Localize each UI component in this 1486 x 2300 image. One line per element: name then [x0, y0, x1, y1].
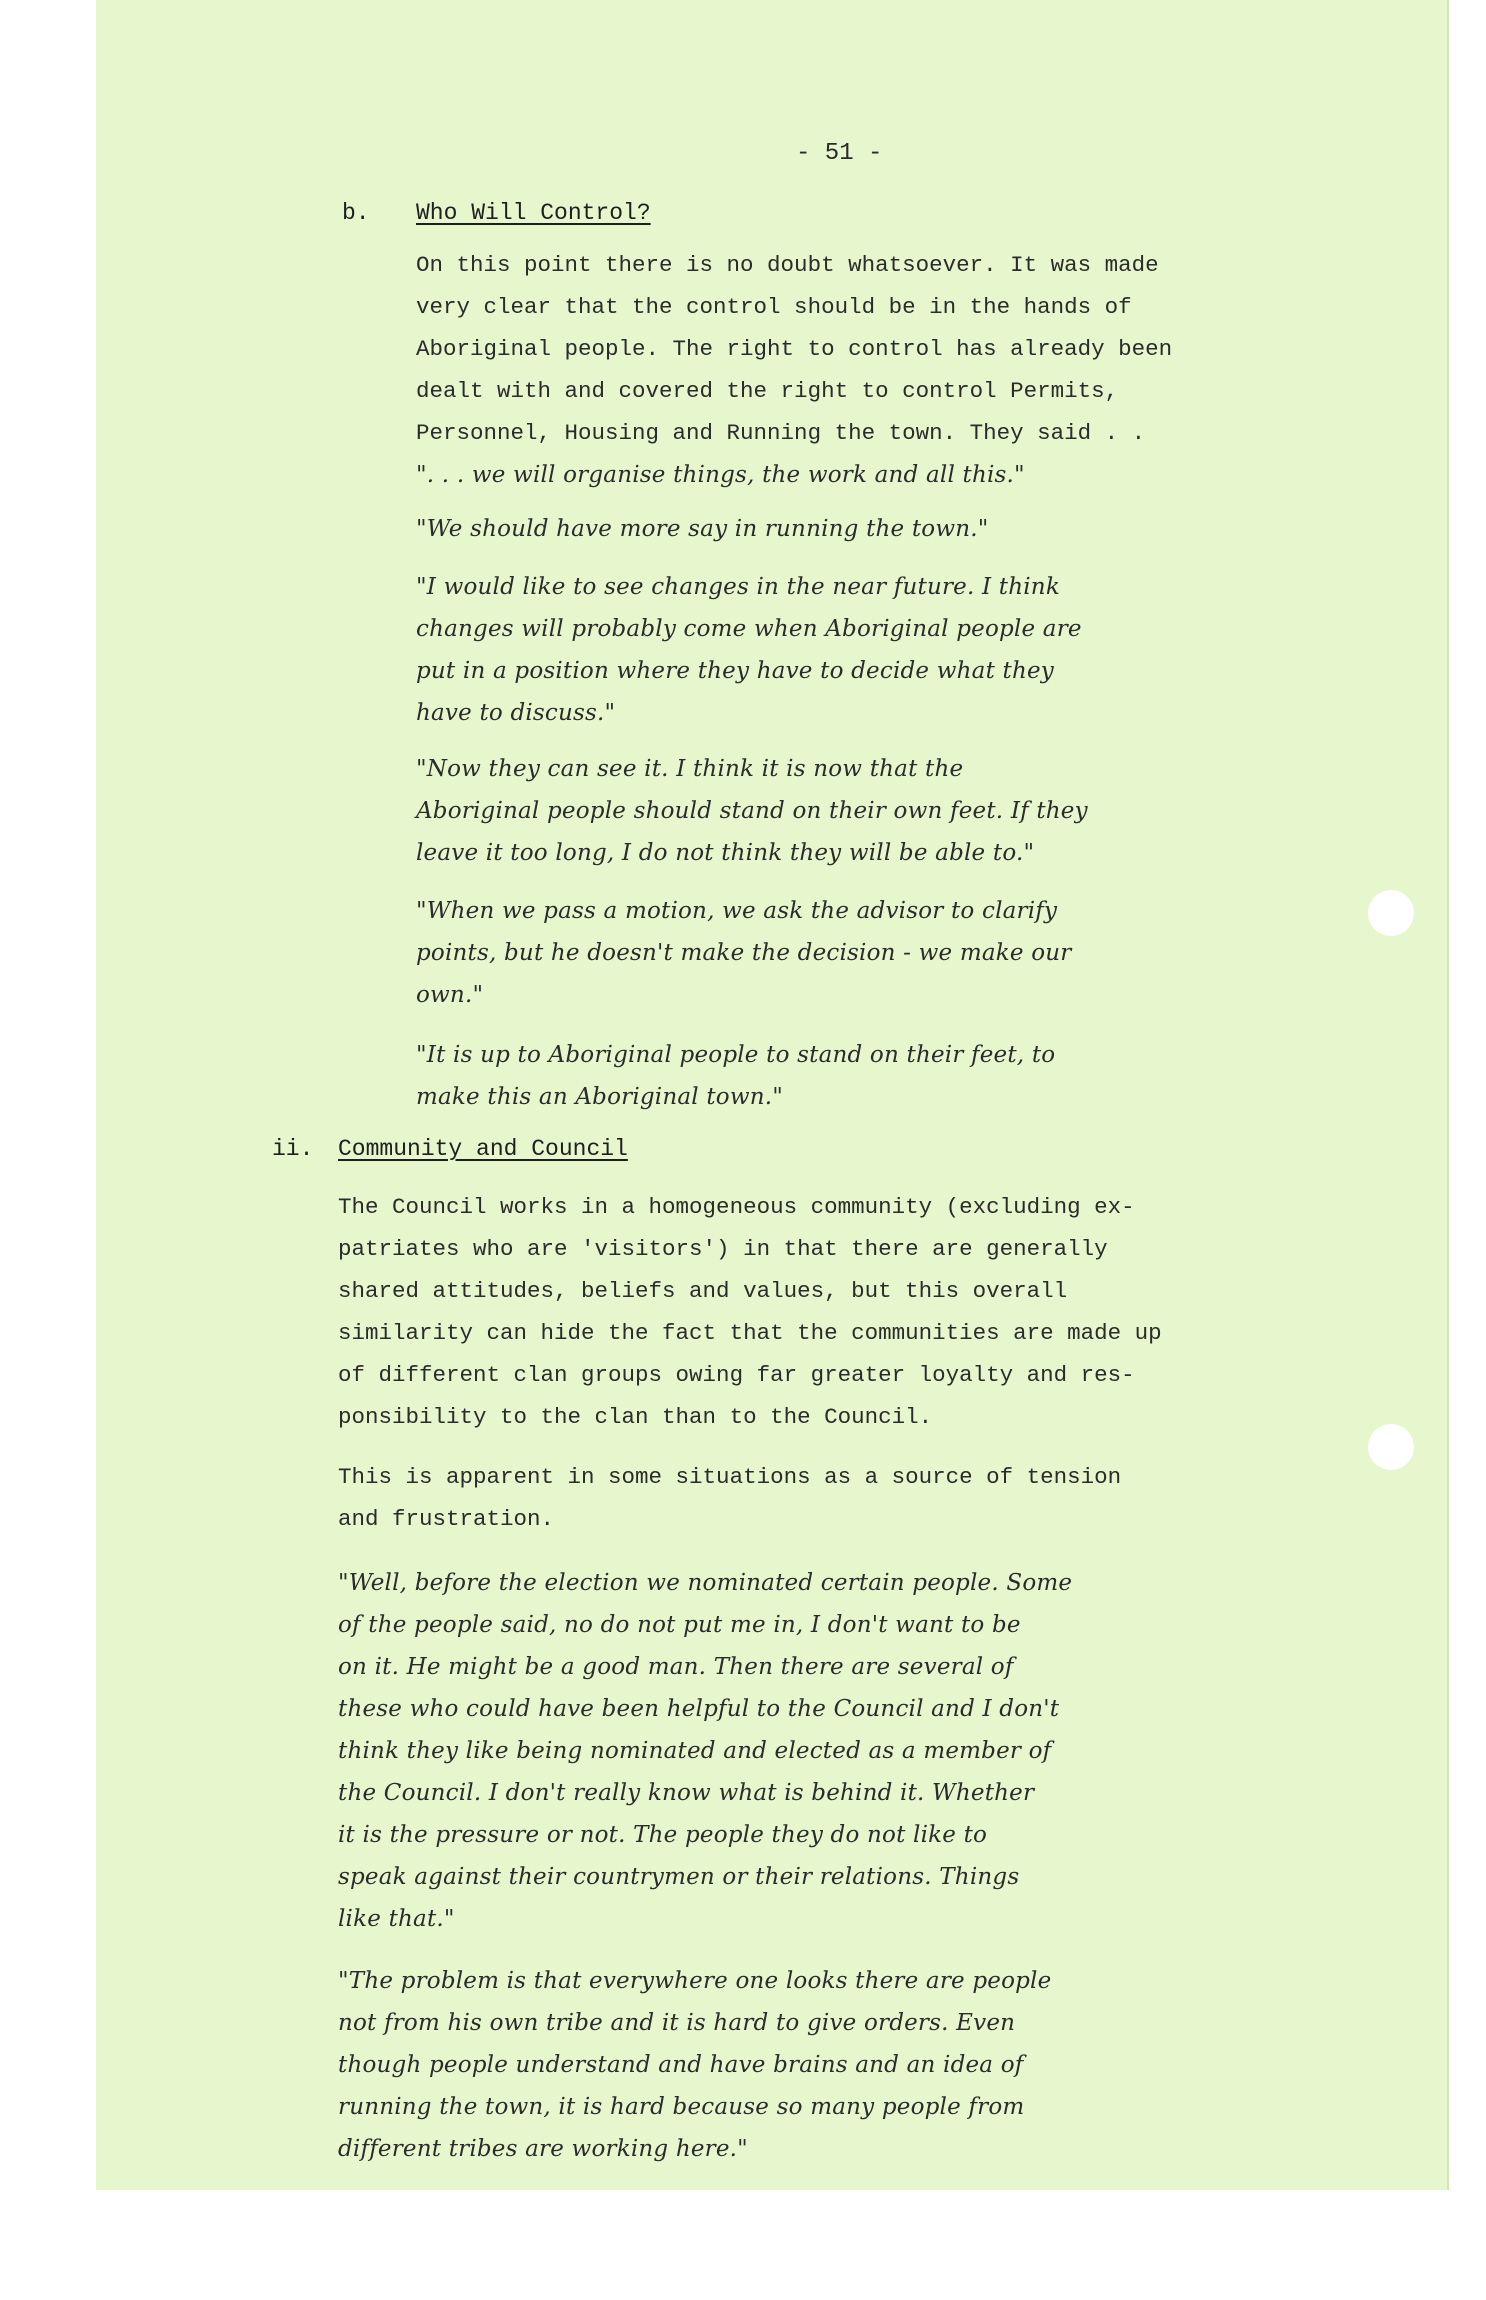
quote-b-6: "It is up to Aboriginal people to stand on their feet, to make this an Aboriginal town.": [416, 1042, 1056, 1110]
quote-ii-1: "Well, before the election we nominated certain people. Some of the people said, no do not put me in, I don't want to be on it. He might be a good man. Then there are several of these who could have been helpful to the Council and I don't think they like being nominated and elected as a member of the Council. I don't really know what is behind it. Whether it is the pressure or not. The people they do not like to speak against their countrymen or their relations. Things like that.": [338, 1570, 1073, 1932]
section-b-intro: On this point there is no doubt whatsoever. It was made very clear that the control should be in the hands of Aboriginal people. The right to control has already been dealt with and covered the right to control Permits, Personnel, Housing and Running the town. They said . .: [416, 252, 1173, 446]
section-ii-paragraph-2: This is apparent in some situations as a source of tension and frustration.: [338, 1464, 1122, 1532]
section-b-heading: Who Will Control?: [416, 200, 651, 226]
punch-hole-top: [1368, 890, 1414, 936]
section-ii-paragraph-1: The Council works in a homogeneous community (excluding ex- patriates who are 'visitors') in that there are generally shared attitudes, beliefs and values, but this overall similarity can hide the fact that the communities are made up of different clan groups owing far greater loyalty and res- ponsibility to the clan than to the Council.: [338, 1194, 1162, 1430]
section-ii-heading: Community and Council: [338, 1136, 628, 1162]
document-page: [96, 0, 1449, 2190]
quote-b-2: "We should have more say in running the town.": [416, 516, 989, 542]
section-b-marker: b.: [342, 200, 370, 226]
quote-b-1: ". . . we will organise things, the work and all this.": [416, 462, 1025, 488]
page-number: - 51 -: [796, 140, 883, 167]
quote-b-4: "Now they can see it. I think it is now that the Aboriginal people should stand on their own feet. If they leave it too long, I do not think they will be able to.": [416, 756, 1088, 866]
quote-b-5: "When we pass a motion, we ask the advisor to clarify points, but he doesn't make the decision - we make our own.": [416, 898, 1072, 1008]
punch-hole-bottom: [1368, 1424, 1414, 1470]
quote-ii-2: "The problem is that everywhere one looks there are people not from his own tribe and it is hard to give orders. Even though people understand and have brains and an idea of running the town, it is hard because so many people from different tribes are working here.": [338, 1968, 1052, 2162]
section-ii-marker: ii.: [272, 1136, 314, 1162]
quote-b-3: "I would like to see changes in the near future. I think changes will probably come when Aboriginal people are put in a position where they have to decide what they have to discuss.": [416, 574, 1082, 726]
